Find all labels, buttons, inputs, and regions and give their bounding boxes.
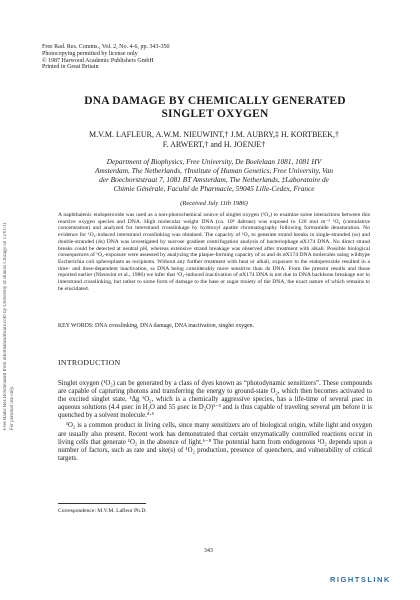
journal-citation: Free Rad. Res. Comms., Vol. 2, No. 4-6, pp. 343-350 <box>42 44 170 50</box>
download-notice-line1: Free Radic Res Downloaded from informahealthcare.com by University of Illinois Chicago on 11/01/11 <box>3 221 8 430</box>
keywords-text: DNA crosslinking, DNA damage, DNA inactivation, singlet oxygen. <box>95 323 254 329</box>
affiliation-line3: der Boechorststraat 7, 1081 BT Amsterdam, The Netherlands, ‡Laboratoire de <box>99 175 329 184</box>
received-date: (Received July 11th 1986) <box>180 200 248 207</box>
correspondence-footnote: Correspondence: M.V.M. Lafleur Ph.D. <box>58 508 147 514</box>
author-line1: M.V.M. LAFLEUR, A.W.M. NIEUWINT,† J.M. AUBRY,‡ H. KORTBEEK,† <box>89 130 339 139</box>
paper-title-line2: SINGLET OXYGEN <box>161 108 269 120</box>
download-notice-line2: For personal use only. <box>10 385 15 430</box>
keywords <box>58 323 370 329</box>
paper-title-line1: DNA DAMAGE BY CHEMICALLY GENERATED <box>84 95 346 107</box>
license-note: Photocopying permitted by license only <box>42 50 138 57</box>
affiliations <box>44 157 384 193</box>
page-number: 343 <box>204 548 213 554</box>
copyright-note: © 1987 Harwood Academic Publishers GmbH <box>42 57 154 64</box>
publication-info <box>42 44 169 71</box>
rightslink-logo[interactable]: RIGHTSLINK <box>330 575 391 584</box>
author-line2: F. ARWERT,† and H. JOENJE† <box>162 140 266 149</box>
keywords-label: KEY WORDS: <box>58 323 94 329</box>
abstract: A naphthalenic endoperoxide was used as a non-photochemical source of singlet oxygen (¹O₂) to examine some interactions between this reactive oxygen species and DNA. High molecular weight DNA (ca. 10⁸ daltons) was exposed to 120 mol m⁻³ ¹O₂ (cumulative concentration) and analyzed for interstrand crosslinkage by hydroxyl apatite chromatography following formamide denaturation. No evidence for ¹O₂-induced interstrand crosslinking was obtained. The capacity of ¹O₂ to generate strand breaks in single-stranded (ss) and double-stranded (ds) DNA was investigated by sucrose gradient centrifugation analysis of bacteriophage øX174 DNA. No direct strand breaks could be detected at neutral pH, whereas extensive strand breakage was observed after treatment with alkali. Possible biological consequences of ¹O₂-exposure were assessed by analyzing the plaque-forming capacity of ss and ds øX174 DNA molecules using wildtype Escherichia coli spheroplasts as recipients. Without any further treatment with heat or alkali, exposure to the endoperoxide resulted in a time- and dose-dependent inactivation, ss DNA being considerably more sensitive than ds DNA. From the present results and those reported earlier (Nieuwint et al., 1986) we infer that ¹O₂-induced inactivation of øX174 DNA is not due to DNA backbone breakage nor to interstrand crosslinking, but rather to some form of damage to the base or sugar moiety of the DNA, the exact nature of which remains to be elucidated. <box>58 212 370 292</box>
affiliation-line2: Amsterdam, The Netherlands, †Institute of Human Genetics, Free University, Van <box>95 166 333 175</box>
affiliation-line1: Department of Biophysics, Free University, De Boelelaan 1081, 1081 HV <box>106 157 322 166</box>
footnote-divider <box>58 503 146 504</box>
paragraph: ¹O₂ is a common product in living cells, since many sensitizers are of biological origin, while light and oxygen are usually also present. Recent work has demonstrated that certain enzymatically controlled reactions occur in living cells that generate ¹O₂ in the absence of light.⁶⁻⁸ The potential harm from endogenous ¹O₂ depends upon a number of factors, such as rate and site(s) of ¹O₂ production, presence of quenchers, and vulnerability of critical targets. <box>58 422 372 462</box>
author-list <box>44 130 384 150</box>
section-heading: INTRODUCTION <box>58 358 121 367</box>
paragraph: Singlet oxygen (¹O₂) can be generated by a class of dyes known as “photodynamic sensitizers”. These compounds are capable of capturing photons and transferring the energy to ground-state O₂, which then becomes activated to the excited singlet state, ¹Δg ¹O₂, which is a chemically aggressive species, has a life-time of several μsec in aqueous solutions (4.4 μsec in H₂O and 55 μsec in D₂O)¹⁻³ and is thus capable of traveling several μm before it is quenched by a solvent molecule.⁴·⁵ <box>58 380 372 420</box>
affiliation-line4: Chimie Générale, Faculté de Pharmacie, 59045 Lille-Cedex, France <box>113 184 315 193</box>
paper-title <box>40 95 390 121</box>
download-notice <box>2 140 16 430</box>
body-text <box>58 380 372 465</box>
printed-note: Printed in Great Britain <box>42 64 99 71</box>
